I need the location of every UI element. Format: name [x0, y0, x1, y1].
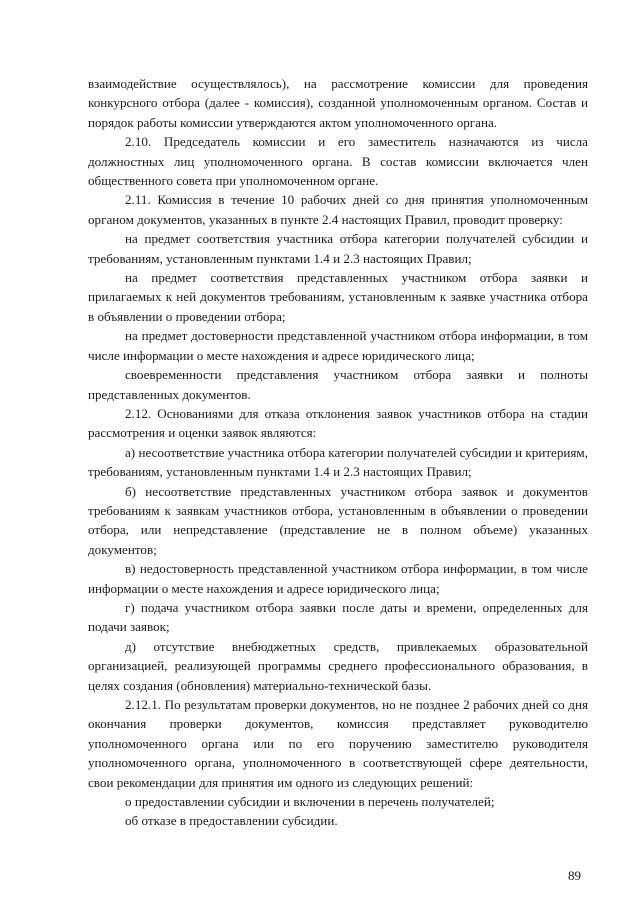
paragraph-decision-grant: о предоставлении субсидии и включении в перечень получателей; [125, 794, 495, 810]
paragraph-2-12-1: 2.12.1. По результатам проверки документов, но не позднее 2 рабочих дней со дня окончания проверки документов, комиссия представляет руководителю уполномоченного органа или по его поручению заместителю руководителя уполномоченного органа, уполномоченного в соответствующей сфере деятельности, свои рекомендации для принятия им одного из следующих решений: [88, 697, 588, 790]
paragraph-continuation: взаимодействие осуществлялось), на рассмотрение комиссии для проведения конкурсного отбора (далее - комиссия), созданной уполномоченным органом. Состав и порядок работы комиссии утверждаются актом уполномоченного органа. [88, 76, 588, 130]
paragraph-2-12: 2.12. Основаниями для отказа отклонения заявок участников отбора на стадии рассмотрения и оценки заявок являются: [88, 405, 588, 441]
paragraph-2-11: 2.11. Комиссия в течение 10 рабочих дней со дня принятия уполномоченным органом документов, указанных в пункте 2.4 настоящих Правил, проводит проверку: [88, 192, 588, 227]
paragraph-check-timeliness: своевременности представления участником отбора заявки и полноты представленных документов. [88, 367, 588, 402]
paragraph-check-documents: на предмет соответствия представленных участником отбора заявки и прилагаемых к ней документов требованиям, установленным к заявке участника отбора в объявлении о проведении отбора; [88, 270, 588, 324]
paragraph-decision-refuse: об отказе в предоставлении субсидии. [125, 813, 338, 829]
paragraph-2-12-v: в) недостоверность представленной участником отбора информации, в том числе информации о месте нахождения и адресе юридического лица; [88, 561, 588, 596]
page-number: 89 [568, 868, 581, 883]
paragraph-2-12-b: б) несоответствие представленных участником отбора заявок и документов требованиям к заявкам участников отбора, установленным в объявлении о проведении отбора, или непредставление (представление не в полном объеме) указанных документов; [88, 483, 588, 557]
paragraph-check-reliability: на предмет достоверности представленной участником отбора информации, в том числе информации о месте нахождения и адресе юридического лица; [88, 328, 588, 363]
document-body [88, 74, 588, 831]
paragraph-2-10: 2.10. Председатель комиссии и его заместитель назначаются из числа должностных лиц уполномоченного органа. В состав комиссии включается член общественного совета при уполномоченном органе. [88, 134, 588, 189]
paragraph-2-12-d: д) отсутствие внебюджетных средств, привлекаемых образовательной организацией, реализующей программы среднего профессионального образования, в целях создания (обновления) материально-технической базы. [88, 638, 588, 693]
paragraph-2-12-a: а) несоответствие участника отбора категории получателей субсидии и критериям, требованиям, установленным пунктами 1.4 и 2.3 настоящих Правил; [88, 444, 588, 480]
paragraph-2-12-g: г) подача участником отбора заявки после даты и времени, определенных для подачи заявок; [88, 599, 588, 635]
paragraph-check-category: на предмет соответствия участника отбора категории получателей субсидии и требованиям, установленным пунктами 1.4 и 2.3 настоящих Правил; [88, 231, 588, 266]
